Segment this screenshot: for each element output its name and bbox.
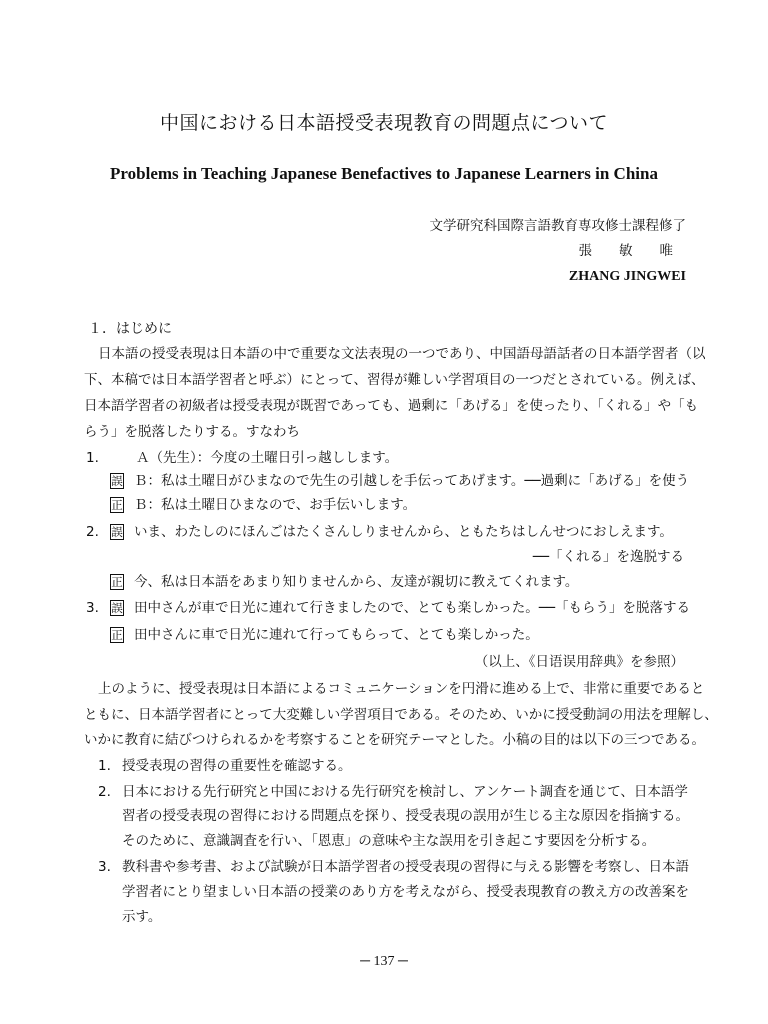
- aim-line: 学習者にとり望ましい日本語の授業のあり方を考えながら、授受表現教育の教え方の改善案を: [122, 884, 689, 900]
- body-line: いかに教育に結びつけられるかを考察することを研究テーマとした。小稿の目的は以下の三つである。: [84, 732, 705, 748]
- incorrect-mark: 誤: [111, 474, 123, 488]
- author-name-english: ZHANG JINGWEI: [568, 269, 686, 284]
- example-correct: 田中さんに車で日光に連れて行ってもらって、とても楽しかった。: [134, 627, 539, 643]
- body-line: 上のように、授受表現は日本語によるコミュニケーションを円滑に進める上で、非常に重要であると: [98, 681, 705, 697]
- example-correct: 今、私は日本語をあまり知りませんから、友達が親切に教えてくれます。: [134, 574, 579, 590]
- aim-line: 日本における先行研究と中国における先行研究を検討し、アンケート調査を通じて、日本語学: [122, 784, 688, 800]
- author-name-japanese: 張 敏 唯: [578, 243, 673, 259]
- body-line: ともに、日本語学習者にとって大変難しい学習項目である。そのため、いかに授受動詞の用法を理解し、: [84, 707, 718, 723]
- incorrect-mark: 誤: [111, 601, 123, 615]
- title-english: Problems in Teaching Japanese Benefactives to Japanese Learners in China: [110, 164, 658, 183]
- aim-number: 3.: [98, 859, 111, 875]
- example-note: ──「くれる」を逸脱する: [532, 549, 684, 565]
- aim-number: 2.: [98, 784, 111, 800]
- section-heading: １．はじめに: [88, 321, 172, 337]
- intro-line: らう」を脱落したりする。すなわち: [84, 424, 300, 440]
- aim-line: 授受表現の習得の重要性を確認する。: [122, 758, 352, 774]
- intro-line: 日本語の授受表現は日本語の中で重要な文法表現の一つであり、中国語母語話者の日本語学習者（以: [98, 346, 706, 362]
- intro-line: 下、本稿では日本語学習者と呼ぶ）にとって、習得が難しい学習項目の一つだとされている。例えば、: [84, 372, 705, 388]
- author-affiliation: 文学研究科国際言語教育専攻修士課程修了: [429, 218, 686, 234]
- example-number: 1.: [86, 450, 99, 466]
- example-number: 2.: [86, 524, 99, 540]
- intro-line: 日本語学習者の初級者は授受表現が既習であっても、過剰に「あげる」を使ったり、「くれる」や「も: [84, 398, 699, 414]
- example-correct: Ｂ：私は土曜日ひまなので、お手伝いします。: [134, 497, 417, 513]
- aim-line: 示す。: [122, 909, 162, 925]
- aim-line: 教科書や参考書、および試験が日本語学習者の授受表現の習得に与える影響を考察し、日本語: [122, 859, 689, 875]
- example-sentence: Ａ（先生）：今度の土曜日引っ越しします。: [136, 450, 399, 466]
- example-incorrect: いま、わたしのにほんごはたくさんしりませんから、ともたちはしんせつにおしえます。: [134, 524, 673, 540]
- example-incorrect: 田中さんが車で日光に連れて行きましたので、とても楽しかった。──「もらう」を脱落する: [134, 600, 690, 616]
- title-japanese: 中国における日本語授受表現教育の問題点について: [159, 112, 609, 134]
- aim-line: そのために、意識調査を行い、「恩恵」の意味や主な誤用を引き起こす要因を分析する。: [122, 833, 656, 849]
- correct-mark: 正: [111, 498, 123, 512]
- example-number: 3.: [86, 600, 99, 616]
- correct-mark: 正: [111, 575, 123, 589]
- incorrect-mark: 誤: [111, 525, 123, 539]
- page-number: ─ 137 ─: [360, 954, 408, 969]
- aim-number: 1.: [98, 758, 111, 774]
- aim-line: 習者の授受表現の習得における問題点を探り、授受表現の誤用が生じる主な原因を指摘する。: [122, 808, 689, 824]
- example-source: （以上、《日语误用辞典》を参照）: [474, 654, 684, 670]
- correct-mark: 正: [111, 628, 123, 642]
- example-incorrect: Ｂ：私は土曜日がひまなので先生の引越しを手伝ってあげます。──過剰に「あげる」を使う: [134, 473, 690, 489]
